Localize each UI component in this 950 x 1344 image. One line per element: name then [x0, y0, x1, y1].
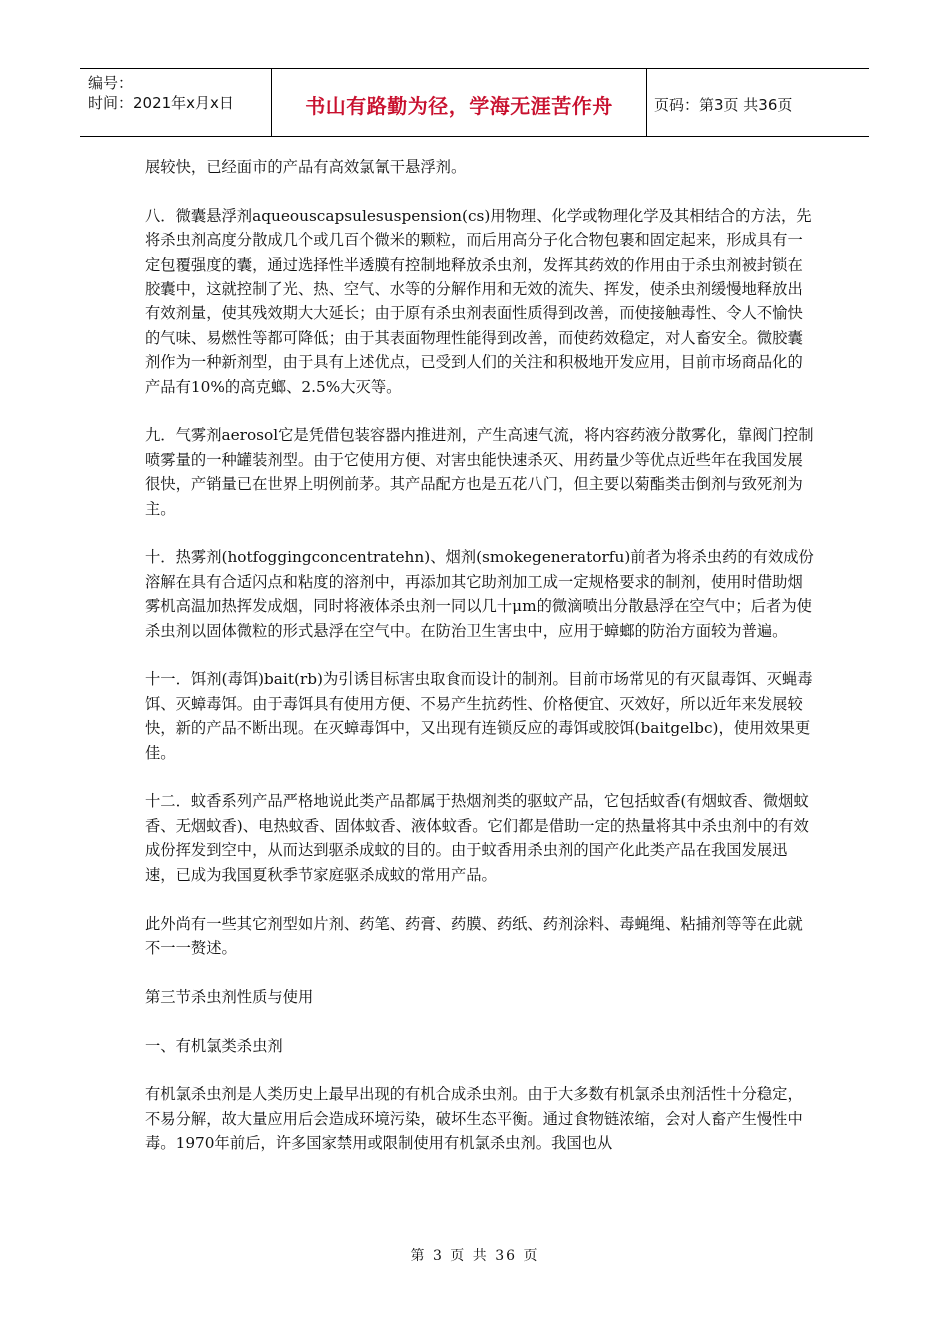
- document-date: 时间：2021年x月x日: [88, 94, 234, 112]
- header-page-info: 页码：第3页 共36页: [654, 96, 793, 114]
- paragraph-organochlorine: 有机氯杀虫剂是人类历史上最早出现的有机合成杀虫剂。由于大多数有机氯杀虫剂活性十分稳定，不易分解，故大量应用后会造成环境污染，破坏生态平衡。通过食物链浓缩，会对人畜产生慢性中毒。1970年前后，许多国家禁用或限制使用有机氯杀虫剂。我国也从: [145, 1085, 803, 1153]
- section-heading: 第三节杀虫剂性质与使用: [145, 987, 314, 1006]
- header-meta: [80, 69, 272, 136]
- paragraph-bait: 十一．饵剂(毒饵)bait(rb)为引诱目标害虫取食而设计的制剂。目前市场常见的有灭鼠毒饵、灭蝇毒饵、灭蟑毒饵。由于毒饵具有使用方便、不易产生抗药性、价格便宜、灭效好，所以近年来发展较快，新的产品不断出现。在灭蟑毒饵中，又出现有连锁反应的毒饵或胶饵(baitgelbc)，使用效果更佳。: [145, 670, 813, 762]
- paragraph-microcapsule: 八．微囊悬浮剂aqueouscapsulesuspension(cs)用物理、化学或物理化学及其相结合的方法，先将杀虫剂高度分散成几个或几百个微米的颗粒，而后用高分子化合物包裹和固定起来，形成具有一定包覆强度的囊，通过选择性半透膜有控制地释放杀虫剂，发挥其药效的作用由于杀虫剂被封锁在胶囊中，这就控制了光、热、空气、水等的分解作用和无效的流失、挥发，使杀虫剂缓慢地释放出有效剂量，使其残效期大大延长；由于原有杀虫剂表面性质得到改善，而使接触毒性、令人不愉快的气味、易燃性等都可降低；由于其表面物理性能得到改善，而使药效稳定，对人畜安全。微胶囊剂作为一种新剂型，由于具有上述优点，已受到人们的关注和积极地开发应用，目前市场商品化的产品有10%的高克螂、2.5%大灭等。: [145, 206, 812, 396]
- paragraph-other-forms: 此外尚有一些其它剂型如片剂、药笔、药膏、药膜、药纸、药剂涂料、毒蝇绳、粘捕剂等等在此就不一一赘述。: [145, 914, 803, 957]
- page-header: [80, 68, 869, 137]
- document-body: [145, 155, 815, 1156]
- header-motto: 书山有路勤为径，学海无涯苦作舟: [272, 69, 647, 136]
- page-footer: 第 3 页 共 36 页: [410, 1248, 540, 1264]
- paragraph: 展较快，已经面市的产品有高效氯氰干悬浮剂。: [145, 158, 467, 176]
- document-number-label: 编号：: [88, 74, 134, 92]
- subsection-heading: 一、有机氯类杀虫剂: [145, 1036, 283, 1055]
- paragraph-aerosol: 九．气雾剂aerosol它是凭借包装容器内推进剂，产生高速气流，将内容药液分散雾化，靠阀门控制喷雾量的一种罐装剂型。由于它使用方便、对害虫能快速杀灭、用药量少等优点近些年在我国发展很快，产销量已在世界上明例前茅。其产品配方也是五花八门，但主要以菊酯类击倒剂与致死剂为主。: [145, 426, 814, 518]
- paragraph-thermal-fog: 十．热雾剂(hotfoggingconcentratehn)、烟剂(smokegeneratorfu)前者为将杀虫药的有效成份溶解在具有合适闪点和粘度的溶剂中，再添加其它助剂加工成一定规格要求的制剂，使用时借助烟雾机高温加热挥发成烟，同时将液体杀虫剂一同以几十μm的微滴喷出分散悬浮在空气中；后者为使杀虫剂以固体微粒的形式悬浮在空气中。在防治卫生害虫中，应用于蟑螂的防治方面较为普遍。: [145, 548, 814, 640]
- paragraph-mosquito-coil: 十二．蚊香系列产品严格地说此类产品都属于热烟剂类的驱蚊产品，它包括蚊香(有烟蚊香、微烟蚊香、无烟蚊香)、电热蚊香、固体蚊香、液体蚊香。它们都是借助一定的热量将其中杀虫剂中的有效成份挥发到空中，从而达到驱杀成蚊的目的。由于蚊香用杀虫剂的国产化此类产品在我国发展迅速，已成为我国夏秋季节家庭驱杀成蚊的常用产品。: [145, 792, 809, 884]
